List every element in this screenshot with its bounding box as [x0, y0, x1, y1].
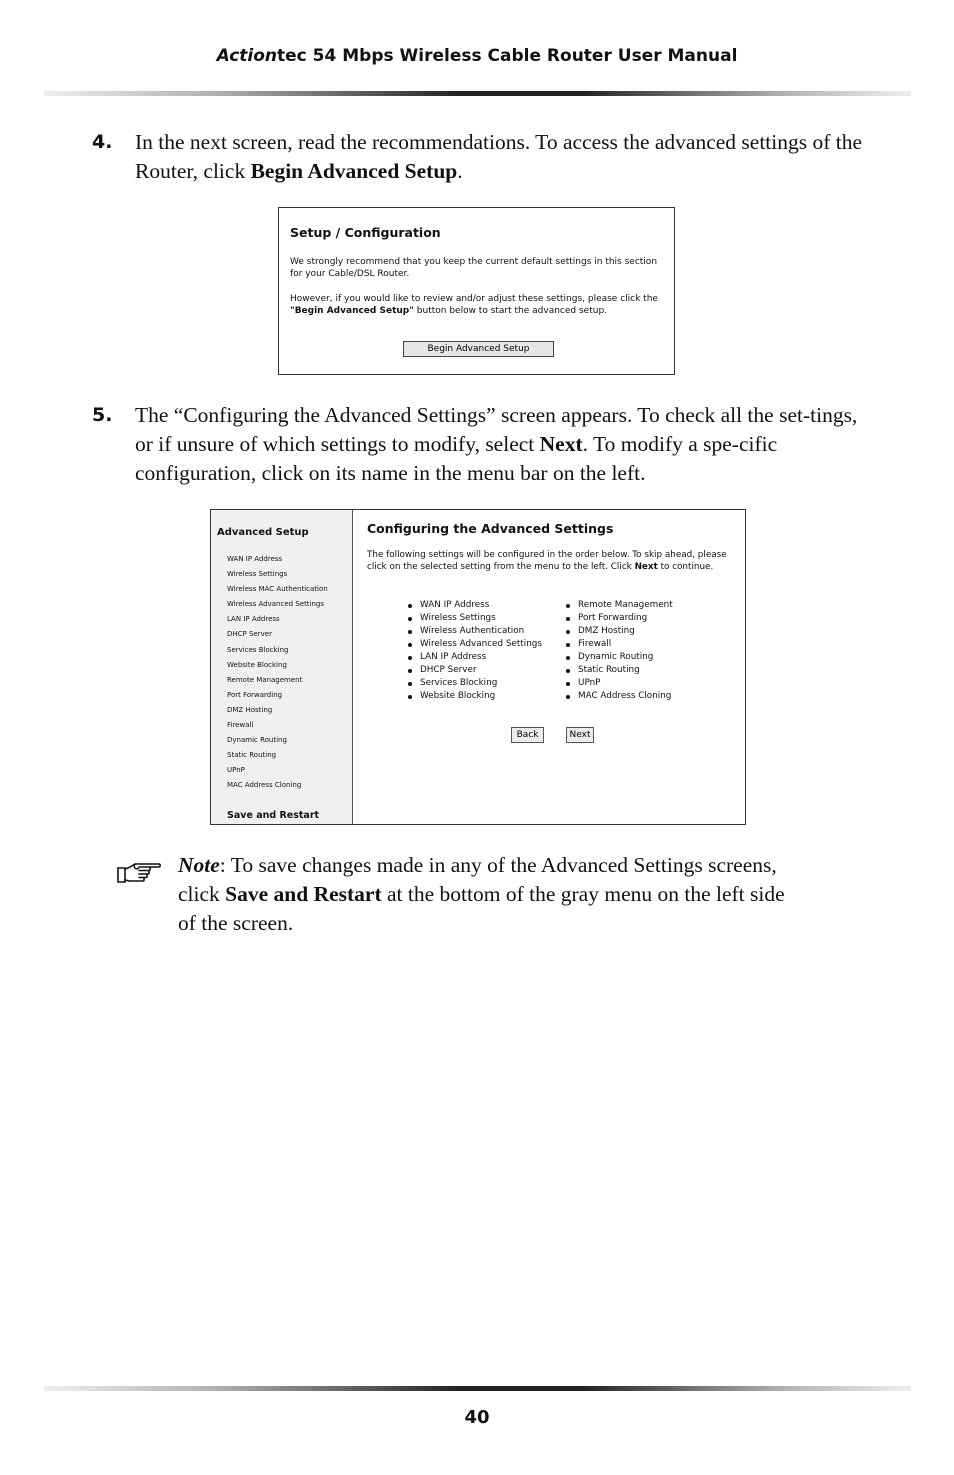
- screen-bold: "Begin Advanced Setup": [290, 306, 414, 316]
- step-text-part: .: [457, 159, 463, 183]
- step-bold: Next: [539, 432, 583, 456]
- step-4: [92, 128, 872, 186]
- pointing-hand-icon: [117, 859, 161, 887]
- screen-title: Setup / Configuration: [290, 225, 441, 240]
- menu-item-mac-address-cloning[interactable]: MAC Address Cloning: [227, 781, 302, 790]
- screen-paragraph: [290, 293, 660, 317]
- menu-item-firewall[interactable]: Firewall: [227, 721, 254, 730]
- step-text: [135, 401, 872, 488]
- list-item: Wireless Advanced Settings: [408, 639, 542, 652]
- note-text: [178, 851, 797, 938]
- list-item: Wireless Authentication: [408, 626, 542, 639]
- menu-title: Advanced Setup: [217, 527, 309, 538]
- list-item: DHCP Server: [408, 665, 542, 678]
- footer-rule: [44, 1386, 911, 1391]
- intro-bold: Next: [634, 561, 658, 572]
- step-bold: Begin Advanced Setup: [250, 159, 458, 183]
- menu-item-upnp[interactable]: UPnP: [227, 766, 245, 775]
- menu-item-website-blocking[interactable]: Website Blocking: [227, 660, 287, 669]
- list-item: Wireless Settings: [408, 613, 542, 626]
- menu-item-wan-ip-address[interactable]: WAN IP Address: [227, 555, 283, 563]
- list-item: Firewall: [566, 639, 673, 652]
- note-text-part: : To save changes made in any of the Advanced Settings screens, click: [178, 853, 777, 906]
- list-item: Website Blocking: [408, 691, 542, 704]
- page-number: 40: [464, 1407, 490, 1428]
- header-title-rest: tec 54 Mbps Wireless Cable Router User Manual: [277, 46, 738, 66]
- screen-text: However, if you would like to review and/or adjust these settings, please click the: [290, 294, 658, 304]
- content-intro: [367, 550, 737, 573]
- save-and-restart-link[interactable]: Save and Restart: [227, 810, 320, 821]
- step-number: 5.: [92, 404, 113, 426]
- step-text: [135, 128, 872, 186]
- advanced-setup-menu: [211, 510, 353, 824]
- intro-text: The following settings will be configured in the order below. To skip ahead, please click on the selected setting from the menu to the left. Click: [367, 550, 727, 572]
- screen-paragraph: We strongly recommend that you keep the current default settings in this section for your Cable/DSL Router.: [290, 257, 658, 279]
- list-item: LAN IP Address: [408, 652, 542, 665]
- menu-item-dynamic-routing[interactable]: Dynamic Routing: [227, 736, 287, 745]
- header-rule: [44, 91, 911, 96]
- setup-configuration-screenshot: [278, 207, 675, 375]
- note-block: [117, 851, 797, 938]
- list-item: WAN IP Address: [408, 600, 542, 613]
- menu-list: [227, 554, 328, 796]
- list-item: DMZ Hosting: [566, 626, 673, 639]
- content-title: Configuring the Advanced Settings: [367, 521, 614, 536]
- menu-item-remote-management[interactable]: Remote Management: [227, 675, 303, 684]
- menu-item-port-forwarding[interactable]: Port Forwarding: [227, 690, 283, 699]
- header-brand: Action: [216, 46, 278, 66]
- settings-list-left: [408, 600, 542, 704]
- note-bold: Save and Restart: [225, 882, 382, 906]
- menu-item-wireless-settings[interactable]: Wireless Settings: [227, 570, 288, 579]
- list-item: MAC Address Cloning: [566, 691, 673, 704]
- note-lead: Note: [178, 853, 220, 877]
- advanced-settings-screenshot: [210, 509, 746, 825]
- step-5: [92, 401, 872, 488]
- intro-text: to continue.: [657, 561, 714, 572]
- screen-text: button below to start the advanced setup.: [413, 306, 608, 316]
- list-item: UPnP: [566, 678, 673, 691]
- begin-advanced-setup-button[interactable]: Begin Advanced Setup: [403, 341, 554, 357]
- list-item: Port Forwarding: [566, 613, 673, 626]
- menu-item-wireless-mac-authentication[interactable]: Wireless MAC Authentication: [227, 585, 328, 594]
- step-text-part: . To modify a spe-cific configuration, click on its name in the menu bar on the left.: [135, 432, 778, 485]
- step-text-part: The “Configuring the Advanced Settings” screen appears. To check all the set-tings, or if unsure of which settings to modify, select: [135, 403, 858, 456]
- settings-list-right: [566, 600, 673, 704]
- list-item: Services Blocking: [408, 678, 542, 691]
- page-header: [0, 46, 954, 66]
- step-number: 4.: [92, 131, 113, 153]
- menu-item-dmz-hosting[interactable]: DMZ Hosting: [227, 705, 273, 714]
- menu-item-static-routing[interactable]: Static Routing: [227, 751, 277, 760]
- next-button[interactable]: Next: [566, 727, 594, 743]
- list-item: Static Routing: [566, 665, 673, 678]
- list-item: Remote Management: [566, 600, 673, 613]
- note-text-part: at the bottom of the gray menu on the left side of the screen.: [178, 882, 785, 935]
- list-item: Dynamic Routing: [566, 652, 673, 665]
- menu-item-dhcp-server[interactable]: DHCP Server: [227, 630, 272, 639]
- step-text-part: In the next screen, read the recommendations. To access the advanced settings of the Router, click: [135, 130, 863, 183]
- back-button[interactable]: Back: [511, 727, 544, 743]
- menu-item-wireless-advanced-settings[interactable]: Wireless Advanced Settings: [227, 600, 325, 609]
- menu-item-services-blocking[interactable]: Services Blocking: [227, 645, 289, 654]
- menu-item-lan-ip-address[interactable]: LAN IP Address: [227, 615, 280, 624]
